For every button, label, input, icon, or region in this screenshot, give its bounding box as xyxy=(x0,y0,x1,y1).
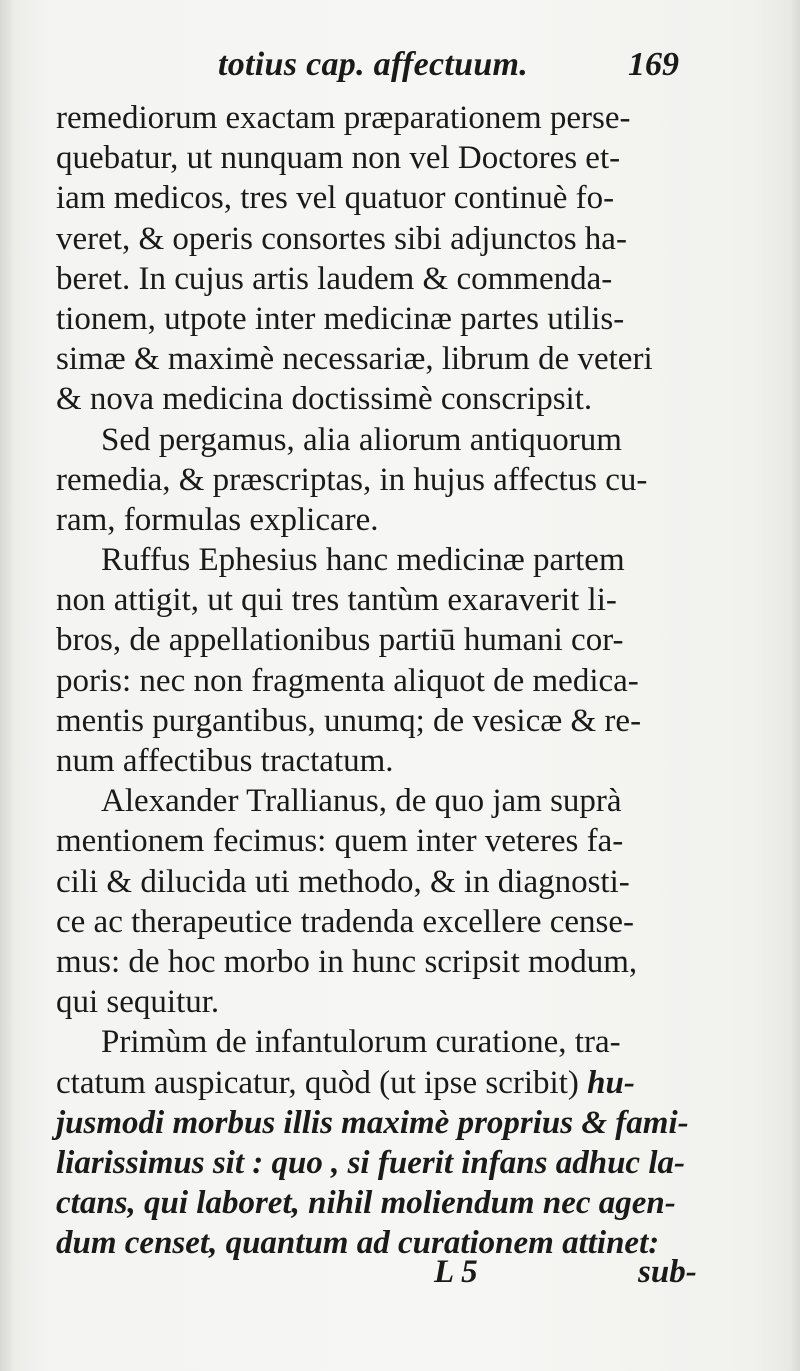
text-line-roman: ctatum auspicatur, quòd (ut ipse scribit) xyxy=(56,1064,588,1101)
text-line: & nova medicina doctissimè conscripsit. xyxy=(56,381,593,418)
body-text xyxy=(56,98,706,1263)
text-line: dum censet, quantum ad curationem attinet: xyxy=(56,1225,660,1262)
text-line: jusmodi morbus illis maximè proprius & fami- xyxy=(56,1104,689,1141)
text-line: quebatur, ut nunquam non vel Doctores et- xyxy=(56,140,621,177)
page-shadow-right xyxy=(790,0,800,1371)
text-line: poris: nec non fragmenta aliquot de medica- xyxy=(56,662,639,699)
text-line: cili & dilucida uti methodo, & in diagnosti- xyxy=(56,863,630,900)
text-line: remedia, & præscriptas, in hujus affectus cu- xyxy=(56,461,648,498)
text-line: iam medicos, tres vel quatuor continuè fo- xyxy=(56,180,615,217)
text-line xyxy=(56,1063,706,1103)
text-line: veret, & operis consortes sibi adjunctos ha- xyxy=(56,220,627,257)
text-line: beret. In cujus artis laudem & commenda- xyxy=(56,260,613,297)
running-head-title: totius cap. affectuum. xyxy=(218,46,529,83)
page-shadow-left xyxy=(0,0,14,1371)
text-line: simæ & maximè necessariæ, librum de veteri xyxy=(56,341,653,378)
text-line: Sed pergamus, alia aliorum antiquorum xyxy=(101,421,622,458)
text-line: ram, formulas explicare. xyxy=(56,501,379,538)
text-line: tionem, utpote inter medicinæ partes utilis- xyxy=(56,300,625,337)
text-line: mus: de hoc morbo in hunc scripsit modum, xyxy=(56,943,638,980)
text-line: Alexander Trallianus, de quo jam suprà xyxy=(101,783,622,820)
text-line: ce ac therapeutice tradenda excellere cense- xyxy=(56,903,634,940)
text-line: Ruffus Ephesius hanc medicinæ partem xyxy=(101,542,625,579)
text-line: remediorum exactam præparationem perse- xyxy=(56,100,631,136)
page-footer xyxy=(0,1254,800,1298)
text-line: non attigit, ut qui tres tantùm exaraverit li- xyxy=(56,582,617,619)
text-line: mentis purgantibus, unumq; de vesicæ & re- xyxy=(56,702,642,739)
text-line: num affectibus tractatum. xyxy=(56,743,394,779)
text-line: Primùm de infantulorum curatione, tra- xyxy=(101,1024,621,1061)
running-head xyxy=(0,44,800,94)
text-line: bros, de appellationibus partiū humani cor- xyxy=(56,622,624,659)
text-line-italic: hu- xyxy=(587,1064,635,1101)
page-number: 169 xyxy=(628,46,679,83)
catchword: sub- xyxy=(638,1254,697,1290)
text-line: qui sequitur. xyxy=(56,984,220,1021)
text-line: mentionem fecimus: quem inter veteres fa- xyxy=(56,823,624,860)
signature-mark: L 5 xyxy=(434,1254,478,1290)
text-line: liarissimus sit : quo , si fuerit infans adhuc la- xyxy=(56,1144,685,1181)
text-line: ctans, qui laboret, nihil moliendum nec agen- xyxy=(56,1185,676,1222)
